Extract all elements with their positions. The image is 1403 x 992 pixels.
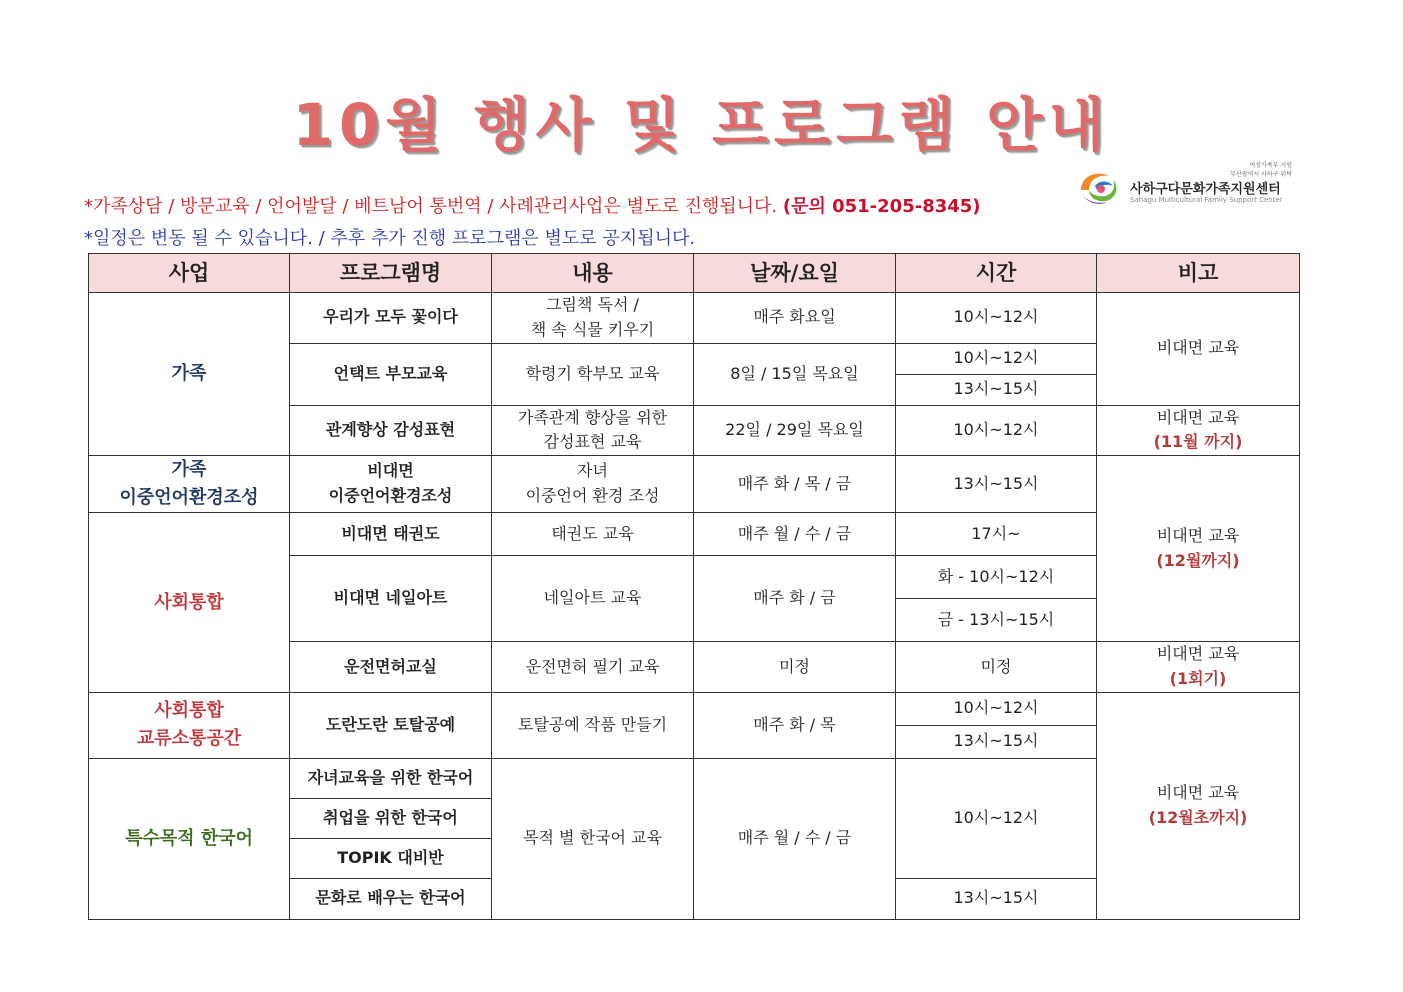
time-cell: 10시~12시 [896,758,1097,878]
logo-center-name-en: Sahagu Multicultural Family Support Center [1130,196,1283,204]
page-title: 10월 행사 및 프로그램 안내 [292,91,1111,159]
time-cell: 13시~15시 [896,374,1097,405]
program-cell: 비대면 이중언어환경조성 [290,456,492,513]
notice-line-1-text: *가족상담 / 방문교육 / 언어발달 / 베트남어 통번역 / 사례관리사업은 별도로 진행됩니다. [84,196,778,217]
column-header: 사업 [89,254,290,293]
time-cell: 10시~12시 [896,405,1097,456]
program-cell: 자녀교육을 위한 한국어 [290,758,492,798]
logo-emblem-icon [1075,168,1123,206]
column-header: 날짜/요일 [694,254,896,293]
column-header: 시간 [896,254,1097,293]
logo-supporter-1: 여성가족부 지원 [1249,162,1292,169]
time-cell: 화 - 10시~12시 [896,556,1097,599]
program-cell: 취업을 위한 한국어 [290,798,492,838]
content-cell: 가족관계 향상을 위한 감성표현 교육 [492,405,694,456]
time-cell: 10시~12시 [896,293,1097,344]
content-cell: 태권도 교육 [492,513,694,556]
logo-center-name: 사하구다문화가족지원센터 [1130,182,1281,197]
table-header-row [89,254,1300,293]
content-cell: 그림책 독서 / 책 속 식물 키우기 [492,293,694,344]
time-cell: 미정 [896,642,1097,693]
content-cell: 학령기 학부모 교육 [492,343,694,405]
program-cell: 관계향상 감성표현 [290,405,492,456]
date-cell: 매주 월 / 수 / 금 [694,513,896,556]
program-cell: 언택트 부모교육 [290,343,492,405]
program-cell: 우리가 모두 꽃이다 [290,293,492,344]
program-cell: 비대면 태권도 [290,513,492,556]
business-cell: 특수목적 한국어 [89,758,290,919]
table-row [89,692,1300,725]
business-cell: 가족 이중언어환경조성 [89,456,290,513]
column-header: 프로그램명 [290,254,492,293]
notice-line-2: *일정은 변동 될 수 있습니다. / 추후 추가 진행 프로그램은 별도로 공지됩니다. [84,228,696,249]
content-cell: 운전면허 필기 교육 [492,642,694,693]
note-cell: 비대면 교육 (11월 까지) [1097,405,1300,456]
contact-phone: (문의 051-205-8345) [782,196,981,217]
date-cell: 매주 화 / 금 [694,556,896,642]
program-cell: 문화로 배우는 한국어 [290,878,492,919]
content-cell: 목적 별 한국어 교육 [492,758,694,919]
time-cell: 13시~15시 [896,878,1097,919]
center-logo [1075,160,1300,208]
note-cell: 비대면 교육 (12월까지) [1097,456,1300,642]
program-schedule-table [88,253,1300,920]
program-cell: TOPIK 대비반 [290,838,492,878]
date-cell: 매주 화요일 [694,293,896,344]
table-row [89,456,1300,513]
program-cell: 도란도란 토탈공예 [290,692,492,758]
time-cell: 13시~15시 [896,725,1097,758]
content-cell: 네일아트 교육 [492,556,694,642]
time-cell: 17시~ [896,513,1097,556]
program-cell: 비대면 네일아트 [290,556,492,642]
logo-supporter-2: 부산광역시 사하구 위탁 [1230,171,1292,178]
note-cell: 비대면 교육 [1097,293,1300,406]
date-cell: 매주 화 / 목 [694,692,896,758]
column-header: 내용 [492,254,694,293]
notice-line-1 [84,192,981,218]
business-cell: 가족 [89,293,290,456]
note-cell: 비대면 교육 (1회기) [1097,642,1300,693]
date-cell: 8일 / 15일 목요일 [694,343,896,405]
time-cell: 10시~12시 [896,343,1097,374]
time-cell: 13시~15시 [896,456,1097,513]
time-cell: 10시~12시 [896,692,1097,725]
time-cell: 금 - 13시~15시 [896,599,1097,642]
column-header: 비고 [1097,254,1300,293]
table-row [89,293,1300,344]
business-cell: 사회통합 교류소통공간 [89,692,290,758]
date-cell: 미정 [694,642,896,693]
content-cell: 토탈공예 작품 만들기 [492,692,694,758]
program-cell: 운전면허교실 [290,642,492,693]
note-cell: 비대면 교육 (12월초까지) [1097,692,1300,919]
content-cell: 자녀 이중언어 환경 조성 [492,456,694,513]
business-cell: 사회통합 [89,513,290,693]
date-cell: 매주 월 / 수 / 금 [694,758,896,919]
date-cell: 매주 화 / 목 / 금 [694,456,896,513]
date-cell: 22일 / 29일 목요일 [694,405,896,456]
